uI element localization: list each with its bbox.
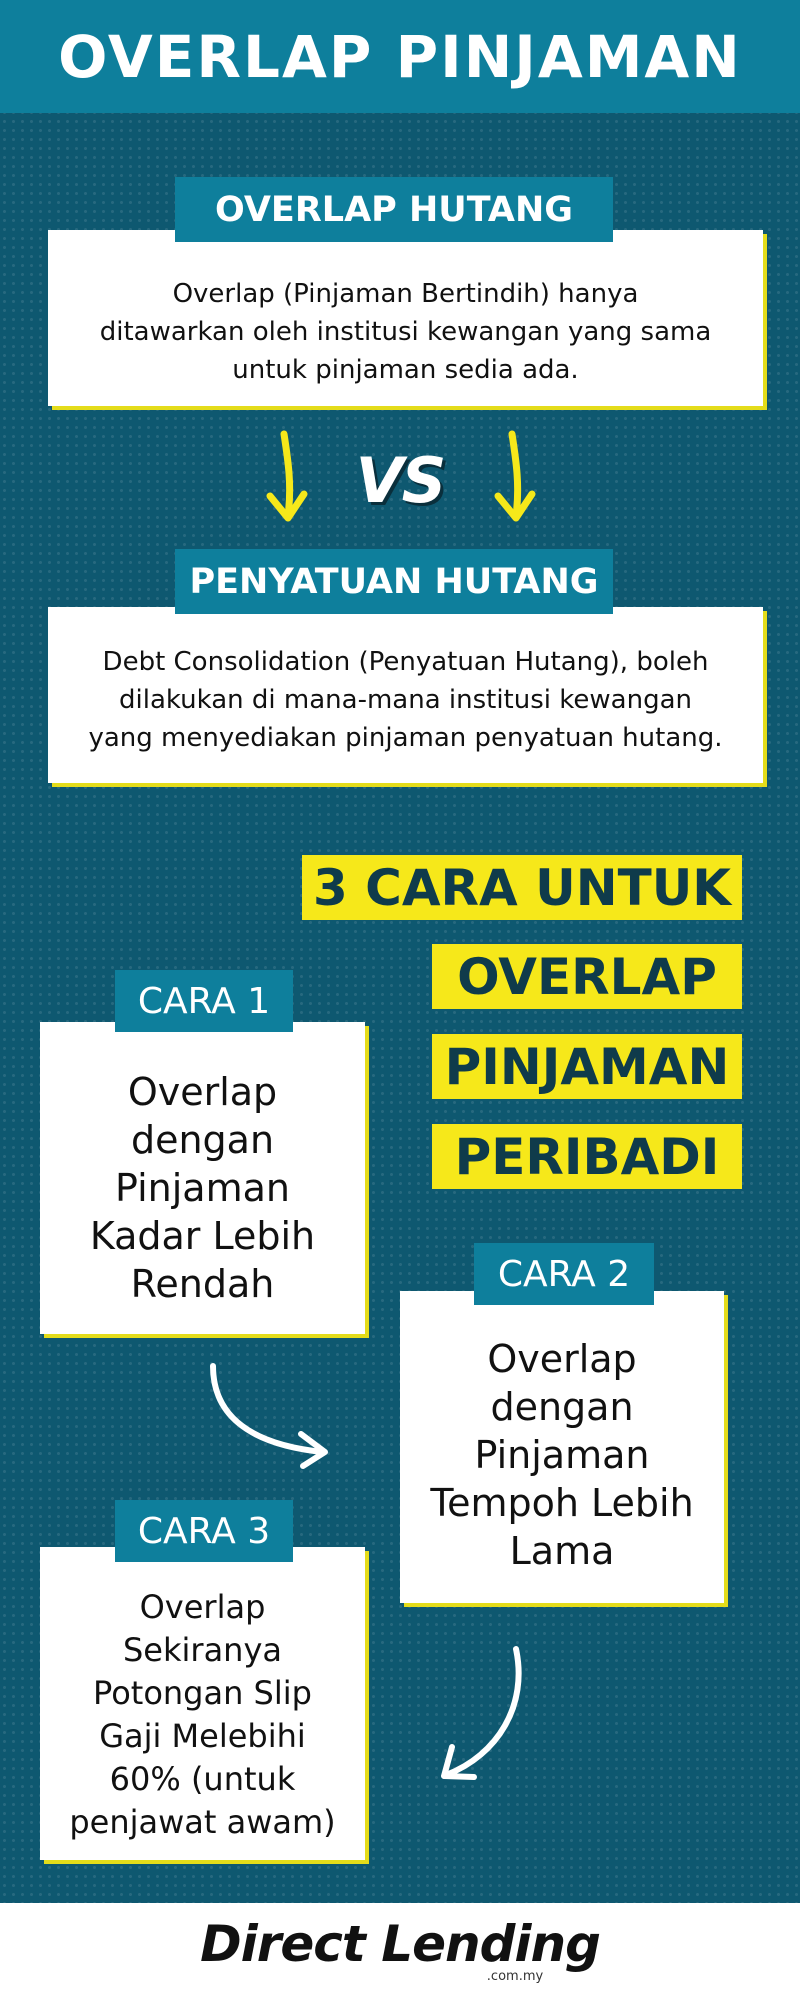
- cara-1-card: [40, 1022, 365, 1334]
- header-banner: [0, 0, 800, 113]
- penyatuan-hutang-card: [48, 607, 763, 783]
- headline-line-4: [432, 1124, 742, 1189]
- cara-2-text: Overlap dengan Pinjaman Tempoh Lebih Lama: [430, 1337, 694, 1573]
- down-arrow-icon: [262, 430, 312, 525]
- cara-3-text: Overlap Sekiranya Potongan Slip Gaji Melebihi 60% (untuk penjawat awam): [69, 1587, 336, 1841]
- vs-label: VS: [355, 443, 445, 517]
- cara-1-text: Overlap dengan Pinjaman Kadar Lebih Rendah: [89, 1070, 316, 1306]
- cara-3-tag: [115, 1500, 293, 1562]
- cara-1-tag: [115, 970, 293, 1032]
- overlap-hutang-tag-label: OVERLAP HUTANG: [215, 189, 573, 230]
- headline-line-1-text: 3 CARA UNTUK: [312, 858, 732, 917]
- brand-logo[interactable]: Direct Lending: [200, 1915, 600, 1973]
- cara-2-tag: [474, 1243, 654, 1305]
- headline-line-2: [432, 944, 742, 1009]
- brand-domain: .com.my: [486, 1969, 544, 1984]
- curved-arrow-icon: [205, 1362, 335, 1467]
- overlap-hutang-tag: [175, 177, 613, 242]
- headline-line-4-text: PERIBADI: [454, 1127, 720, 1186]
- headline-line-1: [302, 855, 742, 920]
- down-arrow-icon: [492, 430, 542, 525]
- headline-line-3-text: PINJAMAN: [444, 1037, 730, 1096]
- cara-3-card: [40, 1547, 365, 1860]
- curved-arrow-icon: [438, 1645, 528, 1780]
- penyatuan-hutang-tag: [175, 549, 613, 614]
- cara-2-card: [400, 1291, 724, 1603]
- page-title: OVERLAP PINJAMAN: [58, 22, 742, 91]
- headline-line-2-text: OVERLAP: [457, 947, 717, 1006]
- overlap-hutang-card: [48, 230, 763, 406]
- overlap-hutang-text: Overlap (Pinjaman Bertindih) hanya ditawarkan oleh institusi kewangan yang sama untuk pinjaman sedia ada.: [99, 279, 712, 385]
- headline-line-3: [432, 1034, 742, 1099]
- cara-1-tag-label: CARA 1: [137, 980, 271, 1022]
- footer: [0, 1903, 800, 2000]
- cara-3-tag-label: CARA 3: [137, 1510, 271, 1552]
- penyatuan-hutang-tag-label: PENYATUAN HUTANG: [189, 561, 599, 602]
- cara-2-tag-label: CARA 2: [497, 1253, 631, 1295]
- penyatuan-hutang-text: Debt Consolidation (Penyatuan Hutang), boleh dilakukan di mana-mana institusi kewangan yang menyediakan pinjaman penyatuan hutang.: [88, 647, 723, 753]
